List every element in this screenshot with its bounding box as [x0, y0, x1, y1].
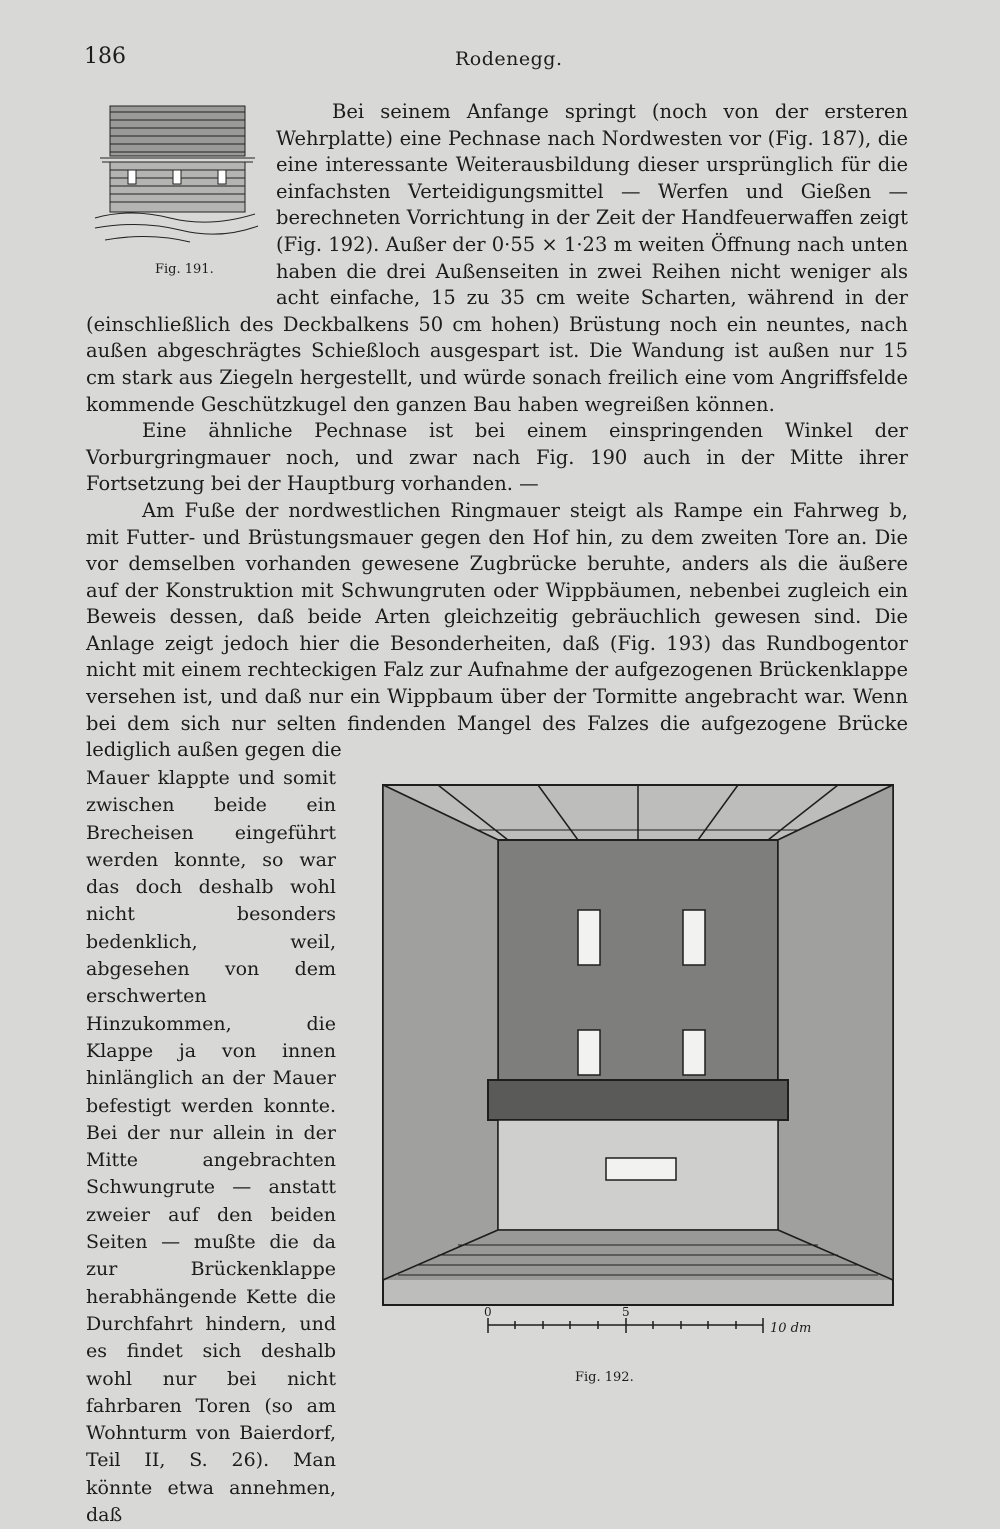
scale-label-10: 10 dm — [770, 1321, 812, 1336]
figure-192-illustration — [378, 780, 900, 1360]
paragraph-2: Eine ähnliche Pechnase ist bei einem einspringenden Winkel der Vorburgringmauer noch, und zwar nach Fig. 190 auch in der Mitte ihrer Fortsetzung bei der Hauptburg vorhanden. — — [86, 419, 908, 496]
scale-label-0: 0 — [484, 1305, 492, 1319]
scale-label-5: 5 — [622, 1305, 630, 1319]
text-block-top — [86, 99, 908, 764]
paragraph-3: Am Fuße der nordwestlichen Ringmauer steigt als Rampe ein Fahrweg b, mit Futter- und Brüstungsmauer gegen den Hof hin, zu dem zweiten Tore an. Die vor demselben vorhanden gewesene Zugbrücke beruhte, anders als die äußere auf der Konstruktion mit Schwungruten oder Wippbäumen, nebenbei zugleich ein Beweis dessen, daß beide Arten gleichzeitig gebräuchlich gewesen sind. Die Anlage zeigt jedoch hier die Besonderheiten, daß (Fig. 193) das Rundbogentor nicht mit einem rechteckigen Falz zur Aufnahme der aufgezogenen Brückenklappe versehen ist, und daß nur ein Wippbaum über der Tormitte angebracht war. Wenn bei dem sich nur selten findenden Mangel des Falzes die aufgezogene Brücke lediglich außen gegen die — [86, 498, 908, 762]
page-number: 186 — [84, 44, 126, 69]
figure-191-caption: Fig. 191. — [155, 262, 214, 277]
paragraph-1: Bei seinem Anfange springt (noch von der ersteren Wehrplatte) eine Pechnase nach Nordwesten vor (Fig. 187), die eine interessante Weiterausbildung dieser ursprünglich für die einfachsten Verteidigungsmittel — Werfen und Gießen — berechneten Vorrichtung in der Zeit der Handfeuerwaffen zeigt (Fig. 192). Außer der 0·55 × 1·23 m weiten Öffnung nach unten haben die drei Außenseiten in zwei Reihen nicht weniger als acht einfache, 15 zu 35 cm weite Scharten, während in der (einschließlich des Deckbalkens 50 cm hohen) Brüstung noch ein neuntes, nach außen abgeschrägtes Schießloch ausgespart ist. Die Wandung ist außen nur 15 cm stark aus Ziegeln hergestellt, und würde sonach freilich eine vom Angriffsfelde kommende Geschützkugel den ganzen Bau haben wegreißen können. — [86, 100, 908, 416]
running-title: Rodenegg. — [455, 48, 563, 70]
figure-192-caption: Fig. 192. — [575, 1370, 634, 1385]
paragraph-3-continuation: Mauer klappte und somit zwischen beide ein Brecheisen eingeführt werden konnte, so war das doch deshalb wohl nicht besonders bedenklich, weil, abgesehen von dem erschwerten Hinzukommen, die Klappe ja von innen hinlänglich an der Mauer befestigt werden konnte. Bei der nur allein in der Mitte angebrachten Schwungrute — anstatt zweier auf den beiden Seiten — mußte die da zur Brückenklappe herabhängende Kette die Durchfahrt hindern, und es findet sich deshalb wohl nur bei nicht fahrbaren Toren (so am Wohnturm von Baierdorf, Teil II, S. 26). Man könnte etwa annehmen, daß — [86, 767, 336, 1527]
